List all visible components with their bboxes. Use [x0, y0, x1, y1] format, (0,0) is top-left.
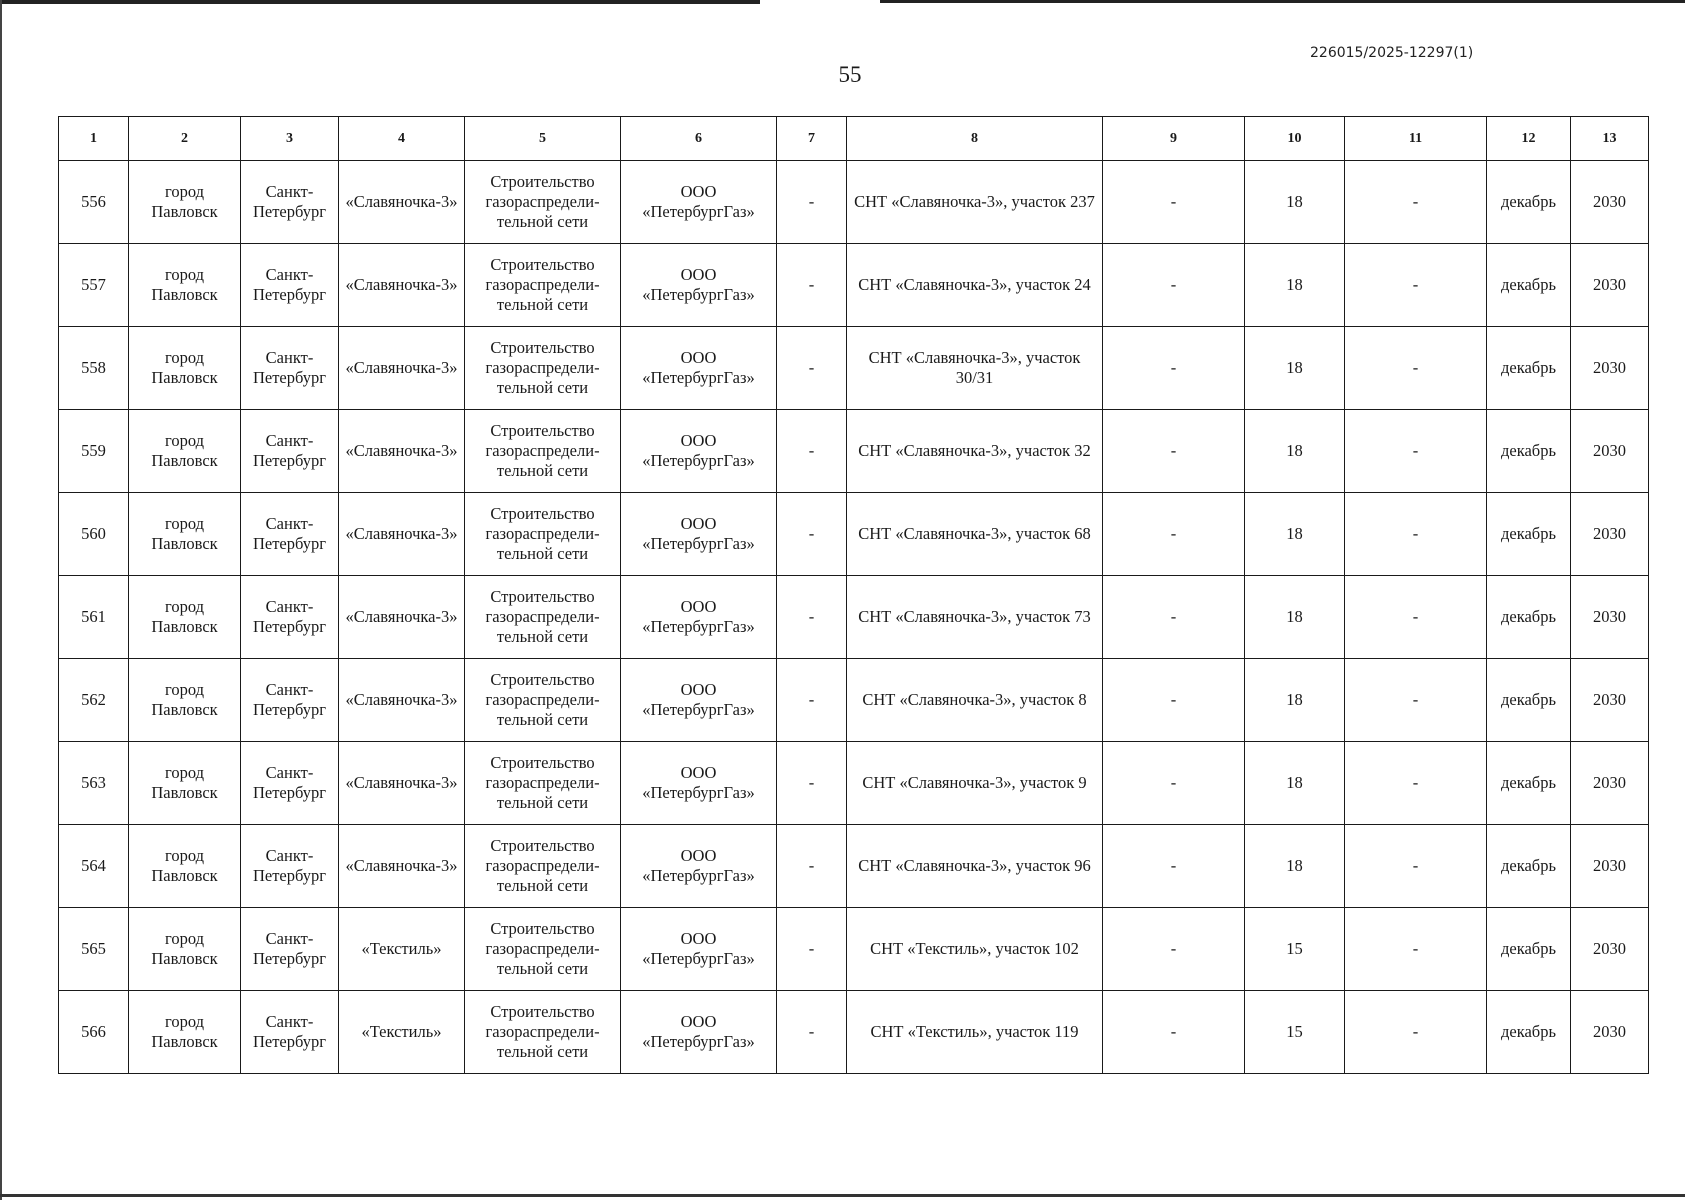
column-header: 2: [129, 117, 241, 161]
settlement-cell: «Славяночка-3»: [339, 327, 465, 410]
year-cell: 2030: [1571, 742, 1649, 825]
row-number-cell: 559: [59, 410, 129, 493]
organization-cell: ООО «ПетербургГаз»: [621, 825, 777, 908]
year-cell: 2030: [1571, 244, 1649, 327]
empty-cell: -: [1345, 991, 1487, 1074]
month-cell: декабрь: [1487, 908, 1571, 991]
scan-edge-left: [0, 0, 2, 1200]
scan-edge-top-right: [880, 0, 1685, 3]
row-number-cell: 560: [59, 493, 129, 576]
month-cell: декабрь: [1487, 244, 1571, 327]
work-type-cell: Строительство газораспредели-тельной сети: [465, 991, 621, 1074]
address-cell: СНТ «Славяночка-3», участок 32: [847, 410, 1103, 493]
year-cell: 2030: [1571, 576, 1649, 659]
locality-cell: город Павловск: [129, 908, 241, 991]
organization-cell: ООО «ПетербургГаз»: [621, 991, 777, 1074]
table-row: [59, 410, 1649, 493]
empty-cell: -: [777, 659, 847, 742]
address-cell: СНТ «Славяночка-3», участок 8: [847, 659, 1103, 742]
region-cell: Санкт-Петербург: [241, 825, 339, 908]
table-row: [59, 742, 1649, 825]
document-number: 226015/2025-12297(1): [1310, 45, 1474, 61]
empty-cell: -: [1103, 327, 1245, 410]
work-type-cell: Строительство газораспредели-тельной сети: [465, 742, 621, 825]
empty-cell: -: [1103, 991, 1245, 1074]
scan-edge-bottom: [0, 1194, 1685, 1197]
value-cell: 18: [1245, 742, 1345, 825]
empty-cell: -: [777, 410, 847, 493]
settlement-cell: «Славяночка-3»: [339, 244, 465, 327]
value-cell: 18: [1245, 659, 1345, 742]
empty-cell: -: [1103, 742, 1245, 825]
table-row: [59, 991, 1649, 1074]
empty-cell: -: [1345, 742, 1487, 825]
work-type-cell: Строительство газораспредели-тельной сети: [465, 908, 621, 991]
table-row: [59, 659, 1649, 742]
row-number-cell: 563: [59, 742, 129, 825]
year-cell: 2030: [1571, 327, 1649, 410]
settlement-cell: «Славяночка-3»: [339, 410, 465, 493]
organization-cell: ООО «ПетербургГаз»: [621, 742, 777, 825]
empty-cell: -: [777, 576, 847, 659]
value-cell: 15: [1245, 908, 1345, 991]
region-cell: Санкт-Петербург: [241, 908, 339, 991]
table-row: [59, 327, 1649, 410]
address-cell: СНТ «Славяночка-3», участок 30/31: [847, 327, 1103, 410]
organization-cell: ООО «ПетербургГаз»: [621, 410, 777, 493]
work-type-cell: Строительство газораспредели-тельной сети: [465, 659, 621, 742]
empty-cell: -: [777, 991, 847, 1074]
address-cell: СНТ «Славяночка-3», участок 237: [847, 161, 1103, 244]
year-cell: 2030: [1571, 991, 1649, 1074]
address-cell: СНТ «Славяночка-3», участок 68: [847, 493, 1103, 576]
work-type-cell: Строительство газораспредели-тельной сети: [465, 576, 621, 659]
table-row: [59, 493, 1649, 576]
row-number-cell: 558: [59, 327, 129, 410]
organization-cell: ООО «ПетербургГаз»: [621, 161, 777, 244]
value-cell: 18: [1245, 244, 1345, 327]
region-cell: Санкт-Петербург: [241, 493, 339, 576]
column-header: 11: [1345, 117, 1487, 161]
month-cell: декабрь: [1487, 991, 1571, 1074]
empty-cell: -: [1345, 659, 1487, 742]
value-cell: 18: [1245, 493, 1345, 576]
value-cell: 18: [1245, 161, 1345, 244]
year-cell: 2030: [1571, 410, 1649, 493]
region-cell: Санкт-Петербург: [241, 991, 339, 1074]
empty-cell: -: [1103, 161, 1245, 244]
work-type-cell: Строительство газораспредели-тельной сети: [465, 244, 621, 327]
table-row: [59, 576, 1649, 659]
month-cell: декабрь: [1487, 493, 1571, 576]
empty-cell: -: [1345, 327, 1487, 410]
column-header: 4: [339, 117, 465, 161]
empty-cell: -: [1345, 161, 1487, 244]
organization-cell: ООО «ПетербургГаз»: [621, 493, 777, 576]
address-cell: СНТ «Славяночка-3», участок 73: [847, 576, 1103, 659]
column-header: 8: [847, 117, 1103, 161]
data-table: [58, 116, 1649, 1074]
empty-cell: -: [1345, 493, 1487, 576]
address-cell: СНТ «Славяночка-3», участок 24: [847, 244, 1103, 327]
empty-cell: -: [1103, 576, 1245, 659]
scan-edge-top: [0, 0, 760, 4]
region-cell: Санкт-Петербург: [241, 576, 339, 659]
settlement-cell: «Славяночка-3»: [339, 161, 465, 244]
row-number-cell: 564: [59, 825, 129, 908]
column-header: 3: [241, 117, 339, 161]
region-cell: Санкт-Петербург: [241, 742, 339, 825]
value-cell: 18: [1245, 825, 1345, 908]
region-cell: Санкт-Петербург: [241, 327, 339, 410]
empty-cell: -: [777, 493, 847, 576]
empty-cell: -: [1103, 493, 1245, 576]
column-header: 12: [1487, 117, 1571, 161]
month-cell: декабрь: [1487, 659, 1571, 742]
empty-cell: -: [777, 908, 847, 991]
organization-cell: ООО «ПетербургГаз»: [621, 659, 777, 742]
empty-cell: -: [1103, 908, 1245, 991]
year-cell: 2030: [1571, 825, 1649, 908]
locality-cell: город Павловск: [129, 659, 241, 742]
settlement-cell: «Текстиль»: [339, 908, 465, 991]
locality-cell: город Павловск: [129, 991, 241, 1074]
column-header: 10: [1245, 117, 1345, 161]
organization-cell: ООО «ПетербургГаз»: [621, 327, 777, 410]
value-cell: 18: [1245, 327, 1345, 410]
empty-cell: -: [1103, 825, 1245, 908]
region-cell: Санкт-Петербург: [241, 410, 339, 493]
locality-cell: город Павловск: [129, 327, 241, 410]
locality-cell: город Павловск: [129, 244, 241, 327]
empty-cell: -: [1345, 244, 1487, 327]
column-header: 9: [1103, 117, 1245, 161]
year-cell: 2030: [1571, 161, 1649, 244]
work-type-cell: Строительство газораспредели-тельной сети: [465, 410, 621, 493]
row-number-cell: 557: [59, 244, 129, 327]
month-cell: декабрь: [1487, 576, 1571, 659]
column-header: 1: [59, 117, 129, 161]
year-cell: 2030: [1571, 493, 1649, 576]
row-number-cell: 565: [59, 908, 129, 991]
settlement-cell: «Славяночка-3»: [339, 825, 465, 908]
month-cell: декабрь: [1487, 410, 1571, 493]
locality-cell: город Павловск: [129, 410, 241, 493]
settlement-cell: «Текстиль»: [339, 991, 465, 1074]
month-cell: декабрь: [1487, 742, 1571, 825]
empty-cell: -: [777, 825, 847, 908]
table-row: [59, 244, 1649, 327]
organization-cell: ООО «ПетербургГаз»: [621, 576, 777, 659]
settlement-cell: «Славяночка-3»: [339, 493, 465, 576]
table-header-row: [59, 117, 1649, 161]
organization-cell: ООО «ПетербургГаз»: [621, 244, 777, 327]
work-type-cell: Строительство газораспредели-тельной сети: [465, 327, 621, 410]
work-type-cell: Строительство газораспредели-тельной сети: [465, 161, 621, 244]
empty-cell: -: [1103, 659, 1245, 742]
month-cell: декабрь: [1487, 825, 1571, 908]
work-type-cell: Строительство газораспредели-тельной сети: [465, 825, 621, 908]
month-cell: декабрь: [1487, 161, 1571, 244]
address-cell: СНТ «Текстиль», участок 102: [847, 908, 1103, 991]
row-number-cell: 556: [59, 161, 129, 244]
value-cell: 18: [1245, 576, 1345, 659]
column-header: 7: [777, 117, 847, 161]
column-header: 6: [621, 117, 777, 161]
row-number-cell: 566: [59, 991, 129, 1074]
year-cell: 2030: [1571, 659, 1649, 742]
table-row: [59, 825, 1649, 908]
empty-cell: -: [1103, 244, 1245, 327]
value-cell: 18: [1245, 410, 1345, 493]
region-cell: Санкт-Петербург: [241, 161, 339, 244]
locality-cell: город Павловск: [129, 825, 241, 908]
locality-cell: город Павловск: [129, 742, 241, 825]
empty-cell: -: [777, 327, 847, 410]
table-row: [59, 908, 1649, 991]
empty-cell: -: [1345, 576, 1487, 659]
empty-cell: -: [777, 161, 847, 244]
empty-cell: -: [777, 244, 847, 327]
address-cell: СНТ «Славяночка-3», участок 9: [847, 742, 1103, 825]
address-cell: СНТ «Славяночка-3», участок 96: [847, 825, 1103, 908]
organization-cell: ООО «ПетербургГаз»: [621, 908, 777, 991]
value-cell: 15: [1245, 991, 1345, 1074]
locality-cell: город Павловск: [129, 576, 241, 659]
region-cell: Санкт-Петербург: [241, 244, 339, 327]
column-header: 5: [465, 117, 621, 161]
settlement-cell: «Славяночка-3»: [339, 576, 465, 659]
table-body: [59, 161, 1649, 1074]
empty-cell: -: [1103, 410, 1245, 493]
year-cell: 2030: [1571, 908, 1649, 991]
settlement-cell: «Славяночка-3»: [339, 659, 465, 742]
row-number-cell: 561: [59, 576, 129, 659]
address-cell: СНТ «Текстиль», участок 119: [847, 991, 1103, 1074]
work-type-cell: Строительство газораспредели-тельной сети: [465, 493, 621, 576]
region-cell: Санкт-Петербург: [241, 659, 339, 742]
empty-cell: -: [1345, 908, 1487, 991]
table-row: [59, 161, 1649, 244]
row-number-cell: 562: [59, 659, 129, 742]
column-header: 13: [1571, 117, 1649, 161]
settlement-cell: «Славяночка-3»: [339, 742, 465, 825]
empty-cell: -: [777, 742, 847, 825]
empty-cell: -: [1345, 825, 1487, 908]
empty-cell: -: [1345, 410, 1487, 493]
page-number: 55: [838, 62, 862, 87]
locality-cell: город Павловск: [129, 161, 241, 244]
month-cell: декабрь: [1487, 327, 1571, 410]
locality-cell: город Павловск: [129, 493, 241, 576]
